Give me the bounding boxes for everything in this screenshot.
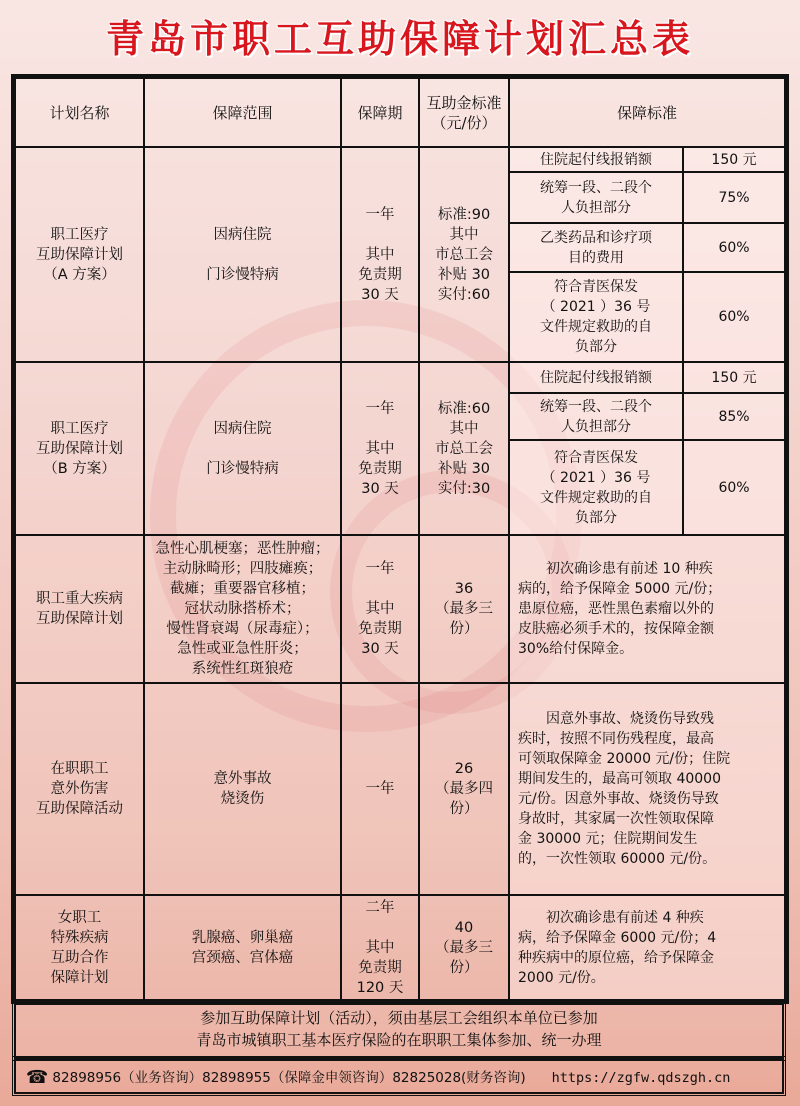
page-title: 青岛市职工互助保障计划汇总表 [105,16,694,61]
standard-text: 因意外事故、烧烫伤导致残 疾时，按照不同伤残程度，最高 可领取保障金 20000 元/份；住院 期间发生的，最高可领取 40000 元/份。因意外事故、烧烫伤导致 身故时，其家属一次性领取保障 金 30000 元；住院期间发生 的，一次性领取 60000 元/份。 [509,683,785,895]
standard-item: 住院起付线报销额 [509,147,683,172]
header-scope: 保障范围 [144,78,341,147]
plan-scope: 因病住院 门诊慢特病 [144,362,341,535]
plan-name: 在职职工 意外伤害 互助保障活动 [15,683,144,895]
header-period: 保障期 [341,78,419,147]
website-link[interactable]: https://zgfw.qdszgh.cn [551,1070,731,1086]
telephone-icon: ☎ [26,1067,49,1088]
notice-text: 参加互助保障计划（活动），须由基层工会组织本单位已参加 青岛市城镇职工基本医疗保险的在职职工集体参加、统一办理 [196,1009,602,1049]
table-row [15,535,785,683]
plan-amount: 40 （最多三 份） [419,895,509,1000]
standard-item: 符合青医保发 （ 2021 ）36 号 文件规定救助的自 负部分 [509,440,683,535]
contact-phones: 82898956（业务咨询）82898955（保障金申领咨询）82825028(财务咨询) [52,1070,526,1086]
plan-scope: 乳腺癌、卵巢癌 宫颈癌、宫体癌 [144,895,341,1000]
standard-item: 统筹一段、二段个 人负担部分 [509,172,683,223]
standard-value: 60% [683,272,785,362]
plan-scope: 因病住院 门诊慢特病 [144,147,341,362]
standard-value: 150 元 [683,362,785,393]
contact-bar [14,1058,784,1094]
standard-text: 初次确诊患有前述 10 种疾 病的，给予保障金 5000 元/份； 患原位癌，恶性黑色素瘤以外的 皮肤癌必须手术的，按保障金额 30%给付保障金。 [509,535,785,683]
standard-value: 60% [683,223,785,272]
standard-item: 住院起付线报销额 [509,362,683,393]
header-standard: 保障标准 [509,78,785,147]
table-row [15,683,785,895]
header-name: 计划名称 [15,78,144,147]
plan-amount: 26 （最多四 份） [419,683,509,895]
table-row [15,362,785,393]
standard-value: 60% [683,440,785,535]
plan-name: 职工重大疾病 互助保障计划 [15,535,144,683]
plan-period: 一年 其中 免责期 30 天 [341,147,419,362]
plan-amount: 标准:60 其中 市总工会 补贴 30 实付:30 [419,362,509,535]
plan-amount: 36 （最多三 份） [419,535,509,683]
table-row [15,147,785,172]
plan-summary-table [14,77,786,1001]
plan-scope: 意外事故 烧烫伤 [144,683,341,895]
plan-name: 职工医疗 互助保障计划 （A 方案） [15,147,144,362]
plan-period: 一年 其中 免责期 30 天 [341,535,419,683]
table-row [15,895,785,1000]
plan-amount: 标准:90 其中 市总工会 补贴 30 实付:60 [419,147,509,362]
header-row [15,78,785,147]
standard-value: 85% [683,393,785,440]
plan-period: 一年 [341,683,419,895]
standard-item: 统筹一段、二段个 人负担部分 [509,393,683,440]
plan-name: 女职工 特殊疾病 互助合作 保障计划 [15,895,144,1000]
standard-text: 初次确诊患有前述 4 种疾 病，给予保障金 6000 元/份；4 种疾病中的原位癌，给予保障金 2000 元/份。 [509,895,785,1000]
plan-scope: 急性心肌梗塞；恶性肿瘤； 主动脉畸形；四肢瘫痪； 截瘫；重要器官移植； 冠状动脉搭桥术； 慢性肾衰竭（尿毒症）； 急性或亚急性肝炎； 系统性红斑狼疮 [144,535,341,683]
participation-notice [14,1003,784,1059]
standard-value: 150 元 [683,147,785,172]
standard-item: 符合青医保发 （ 2021 ）36 号 文件规定救助的自 负部分 [509,272,683,362]
header-amount: 互助金标准 （元/份） [419,78,509,147]
plan-period: 二年 其中 免责期 120 天 [341,895,419,1000]
standard-item: 乙类药品和诊疗项 目的费用 [509,223,683,272]
plan-name: 职工医疗 互助保障计划 （B 方案） [15,362,144,535]
plan-period: 一年 其中 免责期 30 天 [341,362,419,535]
standard-value: 75% [683,172,785,223]
